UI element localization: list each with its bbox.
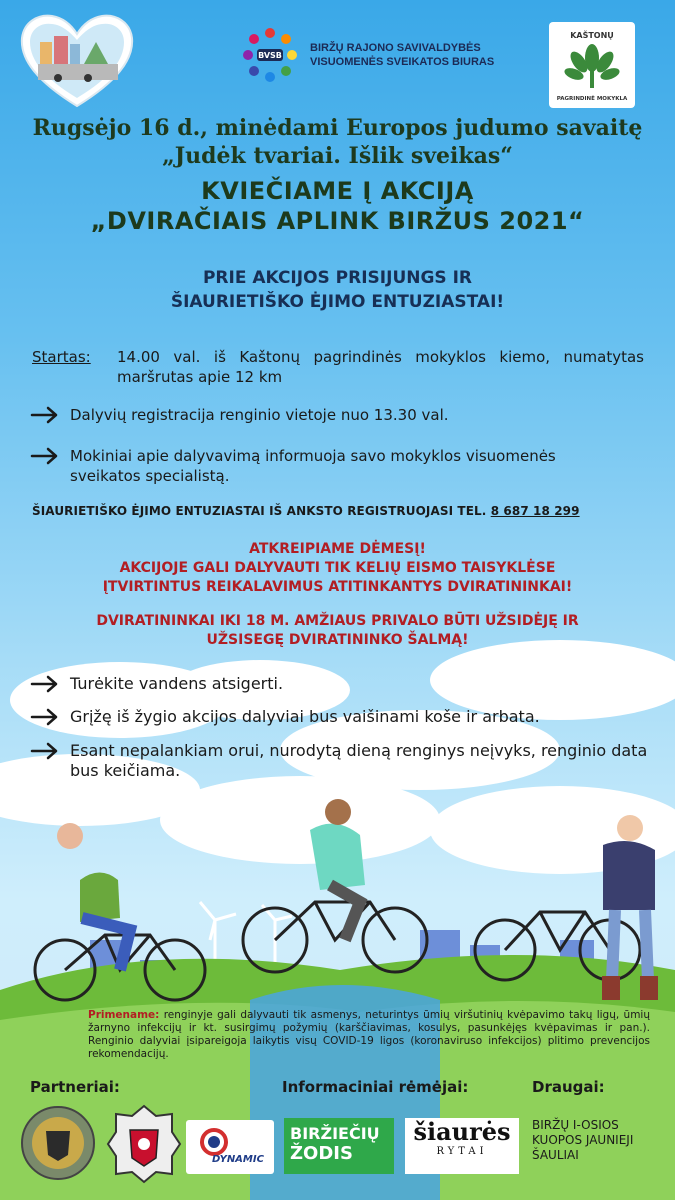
arrow-right-icon [30,405,60,425]
subheading-line2: ŠIAURIETIŠKO ĖJIMO ENTUZIASTAI! [170,292,505,312]
warning-line2: AKCIJOJE GALI DALYVAUTI TIK KELIŲ EISMO TAISYKLĖSE [119,560,556,576]
arrow-right-icon [30,446,60,466]
police-badge-logo [20,1105,96,1181]
subheading-line1: PRIE AKCIJOS PRISIJUNGS IR [202,268,473,288]
dynamic-logo-text: DYNAMIC [212,1154,264,1165]
partners-title: Partneriai: [30,1078,120,1096]
bullet-registration [30,405,630,425]
fire-rescue-logo [106,1104,182,1184]
start-label: Startas: [32,348,91,366]
warning-line4: DVIRATININKAI IKI 18 M. AMŽIAUS PRIVALO BŪTI UŽSIDĖJĘ IR [96,613,579,629]
siaures-rytai-logo [405,1118,519,1174]
warning-line1: ATKREIPIAME DĖMESĮ! [249,541,426,557]
warning-line5: UŽSISEGĘ DVIRATININKO ŠALMĄ! [206,632,469,648]
bullet-text: Esant nepalankiam orui, nurodytą dieną renginys neįvyks, renginio data bus keičiama. [70,741,648,780]
bureau-emblem-text: BVSB [258,51,282,60]
arrow-right-icon [30,707,60,727]
attention-warning [0,540,675,597]
birzieciu-zodis-logo [284,1118,394,1174]
event-date-heading [0,114,675,170]
invite-line1: KVIEČIAME Į AKCIJĄ [201,177,474,205]
registration-line [32,504,580,518]
bullet-text: Grįžę iš žygio akcijos dalyviai bus vaišinami koše ir arbata. [70,707,540,726]
media-sponsors-title: Informaciniai rėmėjai: [282,1078,469,1096]
slogan-line: „Judėk tvariai. Išlik sveikas“ [162,143,513,169]
bullet-food [30,707,630,727]
siaures-line1: šiaurės [413,1117,511,1146]
bullet-text: Mokiniai apie dalyvavimą informuoja savo mokyklos visuomenės sveikatos specialistą. [70,447,556,485]
bureau-name-line1: BIRŽŲ RAJONO SAVIVALDYBĖS [310,42,481,54]
nordic-walking-heading [0,266,675,314]
bureau-name-line2: VISUOMENĖS SVEIKATOS BIURAS [310,56,495,68]
reminder-note [88,1009,650,1061]
registration-text: ŠIAURIETIŠKO ĖJIMO ENTUZIASTAI IŠ ANKSTO REGISTRUOJASI TEL. [32,504,487,518]
dynamic-logo [186,1120,274,1174]
bullet-text: Turėkite vandens atsigerti. [70,674,284,693]
start-text: 14.00 val. iš Kaštonų pagrindinės mokyklos kiemo, numatytas maršrutas apie 12 km [117,348,644,386]
siaures-line2: RYTAI [436,1146,488,1157]
bullet-water [30,674,630,694]
school-logo-bottom-text: PAGRINDINĖ MOKYKLA [556,96,628,102]
birzieciu-line2: ŽODIS [290,1143,353,1164]
bullet-students-info [30,446,630,486]
bullet-text: Dalyvių registracija renginio vietoje nuo 13.30 val. [70,406,449,424]
health-bureau-logo [240,20,500,90]
invitation-heading [0,176,675,236]
reminder-text: renginyje gali dalyvauti tik asmenys, neturintys ūmių viršutinių kvėpavimo takų ligų, ūmių žarnyno infekcijų ir kt. susirgimų požymių (karščiavimas, kosulys, pasunkėjęs kvėpavimas ir pan.). Renginio dalyviai įsipareigoja laikytis visų COVID-19 ligos (koronaviruso infekcijos) plitimo prevencijos rekomendacijų. [88,1009,650,1060]
kastonu-school-logo [549,22,635,108]
friends-title: Draugai: [532,1078,605,1096]
birzieciu-line1: BIRŽIEČIŲ [290,1124,380,1143]
friends-text: BIRŽŲ I-OSIOS KUOPOS JAUNIEJI ŠAULIAI [532,1118,634,1162]
warning-line3: ĮTVIRTINTUS REIKALAVIMUS ATITINKANTYS DVIRATININKAI! [102,579,573,595]
arrow-right-icon [30,741,60,761]
bureau-emblem-icon [240,25,300,85]
registration-phone[interactable]: 8 687 18 299 [490,504,580,518]
invite-line2: „DVIRAČIAIS APLINK BIRŽUS 2021“ [90,207,585,235]
heart-city-logo [18,12,136,110]
school-logo-top-text: KAŠTONŲ [570,31,614,40]
reminder-label: Primename: [88,1009,160,1021]
date-line: Rugsėjo 16 d., minėdami Europos judumo savaitę [32,115,643,141]
bullet-weather [30,741,650,781]
arrow-right-icon [30,674,60,694]
